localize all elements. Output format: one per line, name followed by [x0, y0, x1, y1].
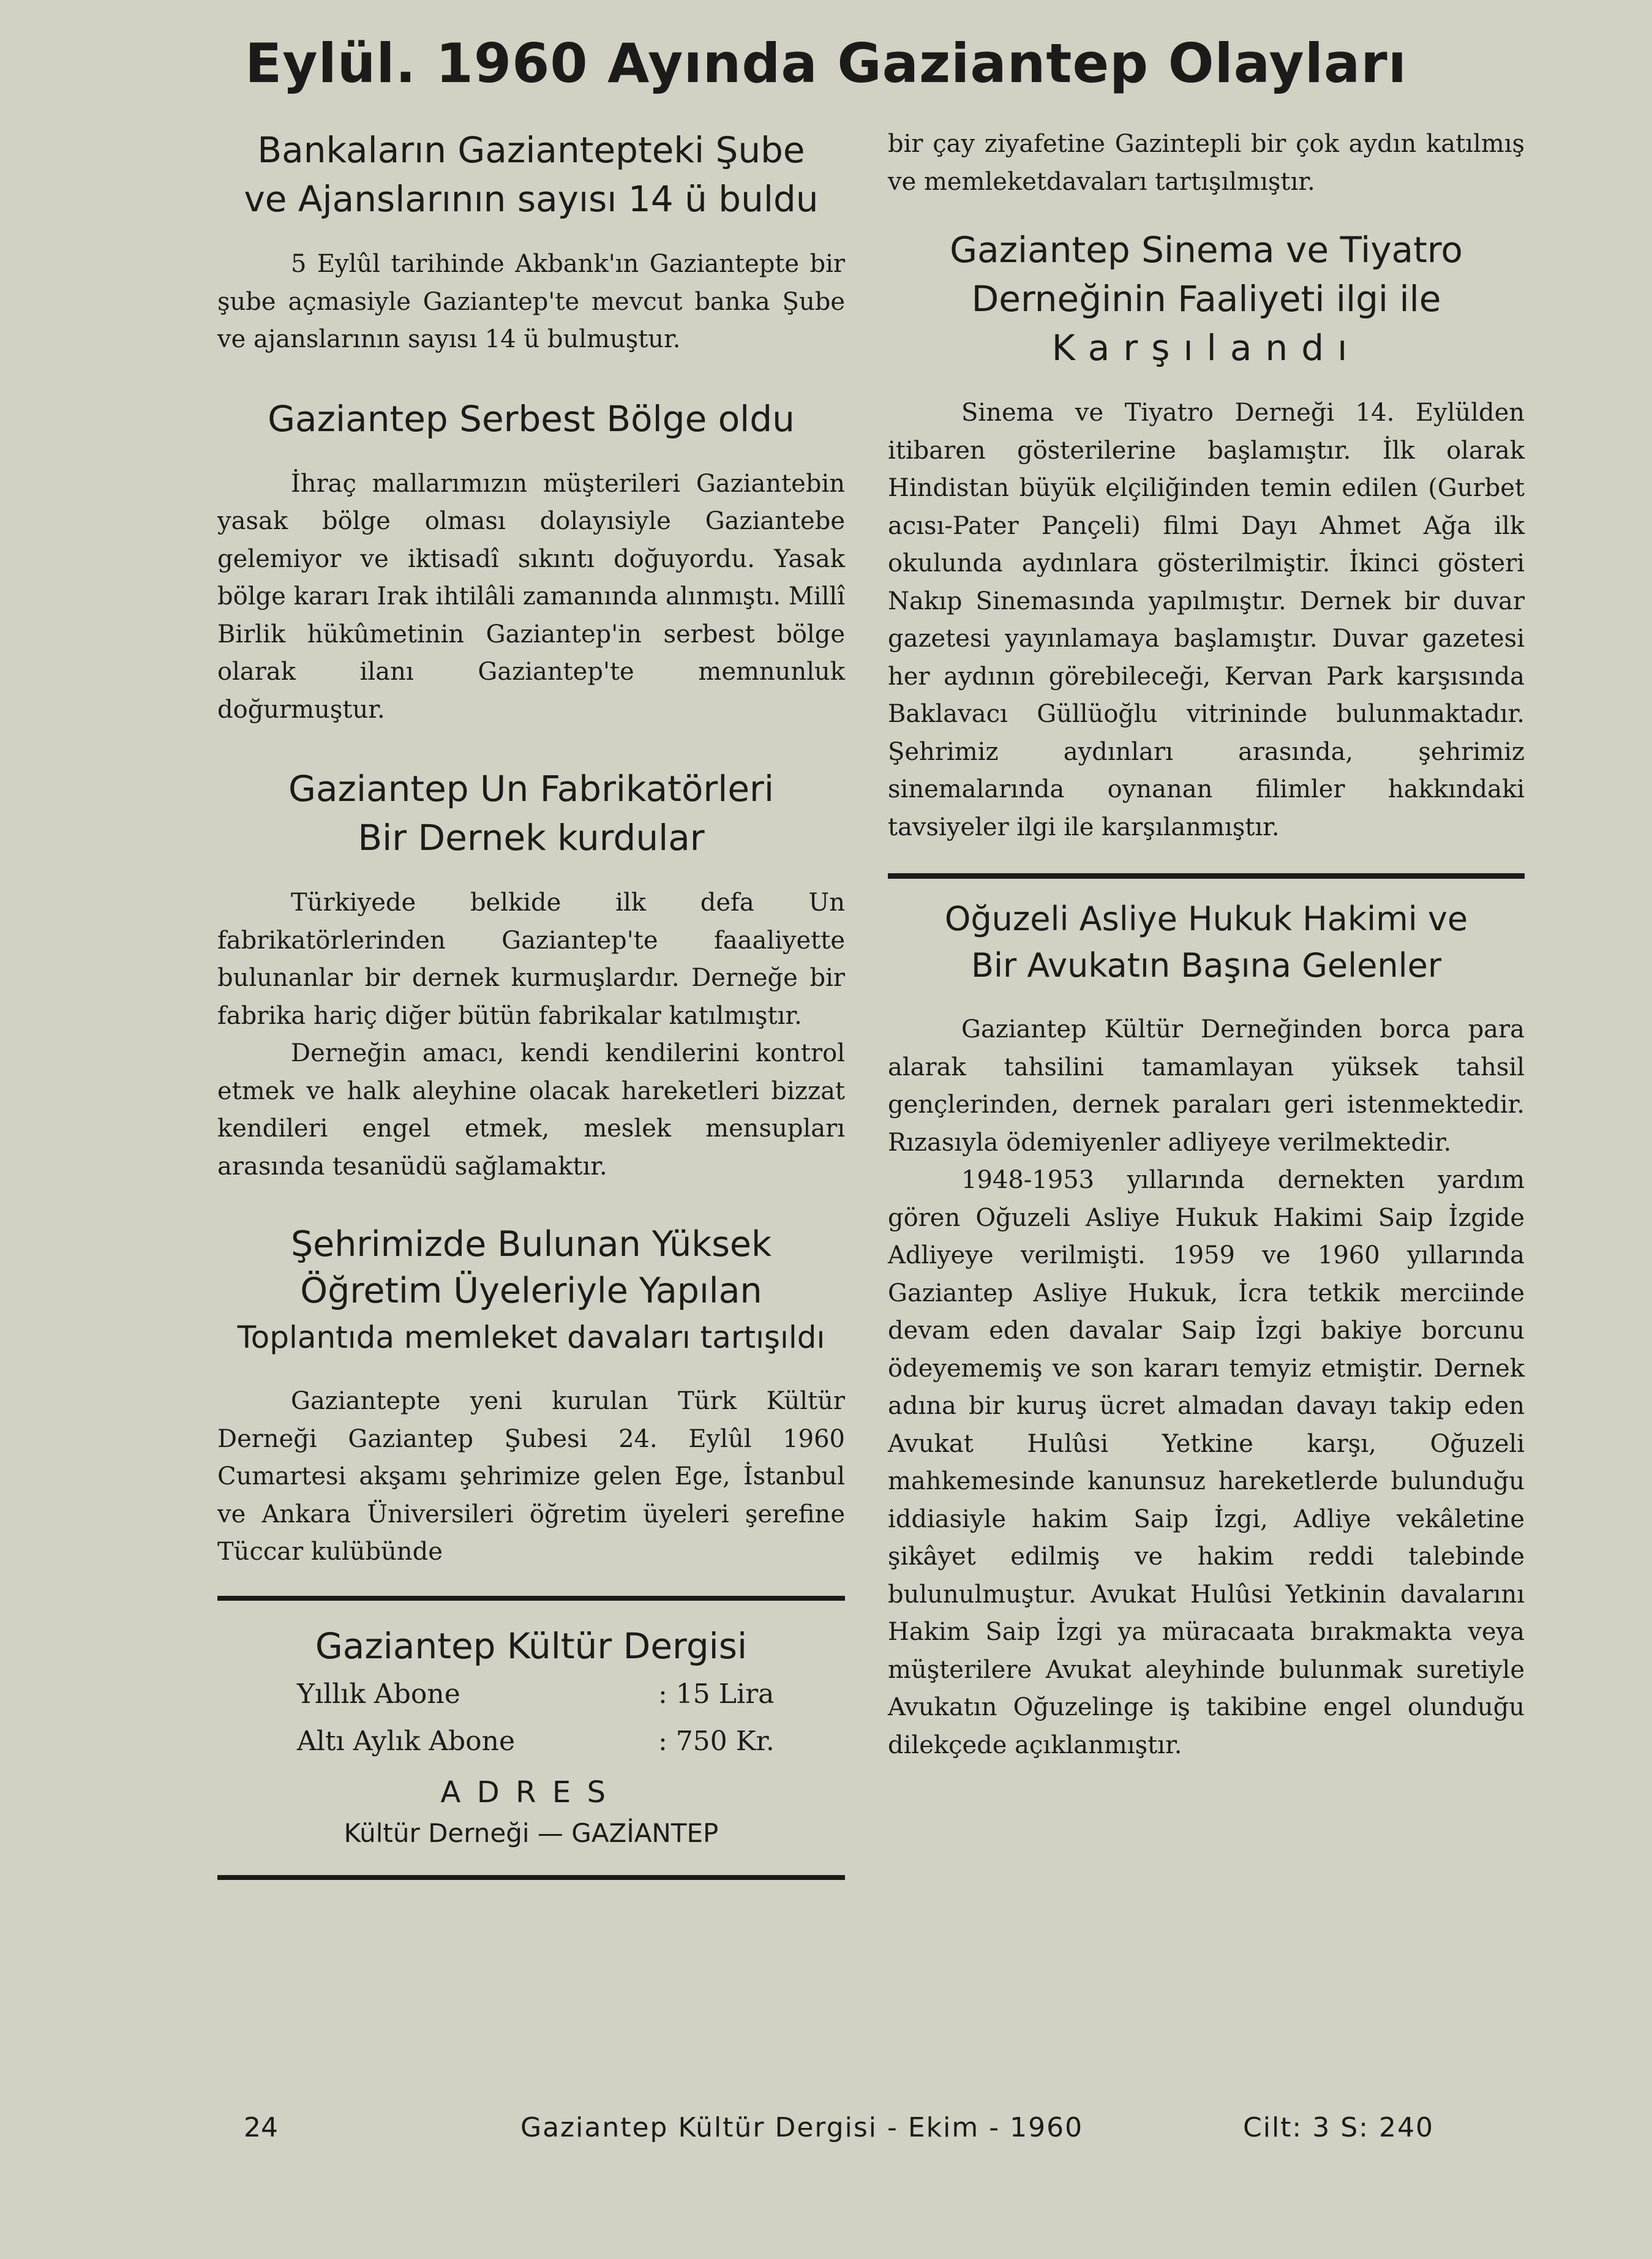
page-title: Eylül. 1960 Ayında Gaziantep Olayları	[245, 32, 1407, 95]
article-free-zone	[217, 394, 845, 729]
subscription-title: Gaziantep Kültür Dergisi	[315, 1625, 748, 1667]
divider	[217, 1596, 845, 1601]
article-paragraph: 1948-1953 yıllarında dernekten yardım gören Oğuzeli Asliye Hukuk Hakimi Saip İzgide Adliyeye verilmişti. 1959 ve 1960 yıllarında Gaziantep Asliye Hukuk, İcra tetkik merciinde devam eden davalar Saip İzgi bakiye borcunu ödeyememiş ve son kararı temyiz etmiştir. Dernek adına bir kuruş ücret almadan davayı takip eden Avukat Hulûsi Yetkine karşı, Oğuzeli mahkemesinde kanunsuz hareketlerde bulunduğu iddiasiyle hakim Saip İzgi, Adliye vekâletine şikâyet edilmiş ve hakim reddi talebinde bulunulmuştur. Avukat Hulûsi Yetkinin davalarını Hakim Saip İzgi ya müracaata bırakmakta veya müşterilere Avukat aleyhinde bulunmak suretiyle Avukatın Oğuzelinge iş takibine engel olunduğu dilekçede açıklanmıştır.	[888, 1166, 1525, 1759]
divider	[217, 1875, 845, 1880]
article-academics-meeting	[217, 1221, 845, 1571]
article-cinema-theatre	[888, 225, 1525, 846]
volume-issue: Cilt: 3 S: 240	[1243, 2112, 1434, 2143]
article-heading: Oğuzeli Asliye Hukuk Hakimi ve Bir Avukatın Başına Gelenler	[944, 900, 1468, 985]
article-heading: Gaziantep Un Fabrikatörleri Bir Dernek kurdular	[288, 768, 774, 859]
article-paragraph: Sinema ve Tiyatro Derneği 14. Eylülden itibaren gösterilerine başlamıştır. İlk olarak Hindistan büyük elçiliğinden temin edilen (Gurbet acısı-Pater Pançeli) filmi Dayı Ahmet Ağa ilk okulunda aydınlara gösterilmiştir. İkinci gösteri Nakıp Sinemasında yapılmıştır. Dernek bir duvar gazetesi yayınlamaya başlamıştır. Duvar gazetesi her aydının görebileceği, Kervan Park karşısında Baklavacı Güllüoğlu vitrininde bulunmaktadır. Şehrimiz aydınları arasında, şehrimiz sinemalarında oynanan filimler hakkındaki tavsiyeler ilgi ile karşılanmıştır.	[888, 399, 1525, 841]
article-heading: Bankaların Gazianteptеki Şube ve Ajanslarının sayısı 14 ü buldu	[244, 129, 819, 220]
article-paragraph: Gaziantepte yeni kurulan Türk Kültür Derneği Gaziantep Şubesi 24. Eylûl 1960 Cumartesi akşamı şehrimize gelen Ege, İstanbul ve Ankara Üniversileri öğretim üyeleri şerefine Tüccar kulübünde	[217, 1387, 845, 1566]
page-number: 24	[244, 2112, 278, 2143]
article-heading: Şehrimizde Bulunan Yüksek Öğretim Üyeleriyle Yapılan Toplantıda memleket davaları tartışıldı	[237, 1224, 825, 1355]
article-heading: Gaziantep Serbest Bölge oldu	[268, 397, 795, 440]
article-heading: Gaziantep Sinema ve Tiyatro Derneğinin Faaliyeti ilgi ile Karşılandı	[950, 229, 1463, 369]
divider	[888, 873, 1525, 879]
right-column	[888, 126, 1525, 1764]
article-continuation: bir çay ziyafetine Gazintepli bir çok aydın katılmış ve memleketdavaları tartışılmıştır.	[888, 130, 1525, 196]
article-bank-branches	[217, 126, 845, 359]
subscription-box	[217, 1622, 845, 1853]
subscription-row-yearly: Yıllık Abone : 15 Lira	[297, 1678, 775, 1710]
article-judge-lawyer	[888, 896, 1525, 1764]
address-line: Kültür Derneği — GAZİANTEP	[344, 1817, 719, 1848]
article-flour-association	[217, 764, 845, 1186]
address-title: ADRES	[440, 1775, 622, 1810]
article-paragraph: 5 Eylûl tarihinde Akbank'ın Gaziantepte bir şube açmasiyle Gaziantep'te mevcut banka Şube ve ajanslarının sayısı 14 ü bulmuştur.	[217, 250, 845, 353]
journal-name: Gaziantep Kültür Dergisi - Ekim - 1960	[520, 2112, 1084, 2143]
article-paragraph: İhraç mallarımızın müşterileri Gaziantebin yasak bölge olması dolayısiyle Gaziantebe gelemiyor ve iktisadî sıkıntı doğuyordu. Yasak bölge kararı Irak ihtilâli zamanında alınmıştı. Millî Birlik hükûmetinin Gaziantep'in serbest bölge olarak ilanı Gaziantep'te memnunluk doğurmuştur.	[217, 469, 845, 724]
left-column	[217, 126, 845, 1880]
subscription-row-half-year: Altı Aylık Abone : 750 Kr.	[297, 1725, 775, 1757]
article-paragraph: Gaziantep Kültür Derneğinden borca para alarak tahsilini tamamlayan yüksek tahsil gençlerinden, dernek paraları geri istenmektedir. Rızasıyla ödemiyenler adliyeye verilmektedir.	[888, 1015, 1525, 1157]
article-paragraph: Türkiyede belkide ilk defa Un fabrikatörlerinden Gaziantep'te faaaliyette bulunanlar bir dernek kurmuşlardır. Derneğe bir fabrika hariç diğer bütün fabrikalar katılmıştır.	[217, 889, 845, 1030]
article-paragraph: Derneğin amacı, kendi kendilerini kontrol etmek ve halk aleyhine olacak hareketleri bizzat kendileri engel etmek, meslek mensupları arasında tesanüdü sağlamaktır.	[217, 1039, 845, 1181]
page-footer	[0, 2107, 1652, 2149]
